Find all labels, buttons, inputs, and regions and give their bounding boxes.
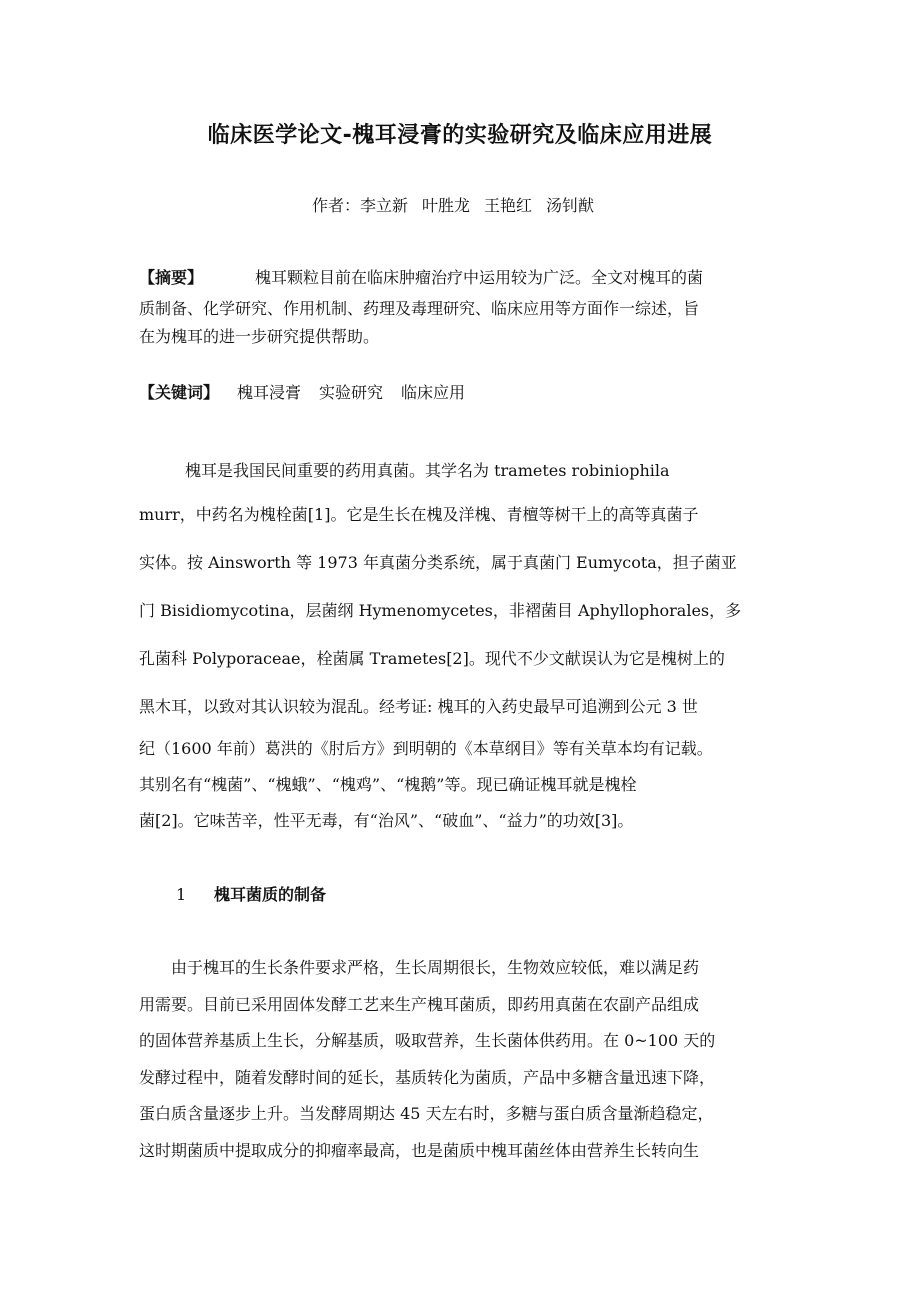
paragraph-line: 纪（1600 年前）葛洪的《肘后方》到明朝的《本草纲目》等有关草本均有记载。	[139, 739, 713, 758]
keyword: 实验研究	[319, 383, 384, 402]
abstract-line: 质制备、化学研究、作用机制、药理及毒理研究、临床应用等方面作一综述，旨	[139, 299, 700, 318]
abstract-label: 【摘要】	[139, 268, 204, 287]
abstract	[139, 262, 783, 350]
paragraph-line: 的固体营养基质上生长，分解基质，吸取营养，生长菌体供药用。在 0~100 天的	[139, 1031, 716, 1050]
paragraph-line: 这时期菌质中提取成分的抑瘤率最高，也是菌质中槐耳菌丝体由营养生长转向生	[139, 1140, 700, 1160]
keywords-label: 【关键词】	[139, 383, 220, 402]
abstract-line: 在为槐耳的进一步研究提供帮助。	[139, 327, 380, 346]
section-1-paragraph	[139, 950, 783, 1169]
paragraph-line: 门 Bisidiomycotina，层菌纲 Hymenomycetes，非褶菌目 Aphyllophorales，多	[139, 601, 742, 620]
keywords	[139, 380, 783, 403]
abstract-line: 【摘要】 槐耳颗粒目前在临床肿瘤治疗中运用较为广泛。全文对槐耳的菌	[139, 268, 704, 287]
paragraph-line: 蛋白质含量逐步上升。当发酵周期达 45 天左右时，多糖与蛋白质含量渐趋稳定，	[139, 1104, 714, 1123]
author-name: 汤钊猷	[546, 196, 595, 215]
paragraph-line: 发酵过程中，随着发酵时间的延长，基质转化为菌质，产品中多糖含量迅速下降，	[139, 1067, 716, 1087]
paragraph-line: 由于槐耳的生长条件要求严格，生长周期很长，生物效应较低，难以满足药	[171, 958, 700, 977]
paragraph-line: 黑木耳，以致对其认识较为混乱。经考证: 槐耳的入药史最早可追溯到公元 3 世	[139, 697, 698, 716]
section-heading	[176, 882, 820, 905]
author-name: 王艳红	[484, 196, 533, 215]
paragraph-line: 菌[2]。它味苦辛，性平无毒，有“治风”、“破血”、“益力”的功效[3]。	[139, 811, 634, 830]
document-title: 临床医学论文-槐耳浸膏的实验研究及临床应用进展	[207, 123, 713, 148]
author-name: 叶胜龙	[421, 196, 470, 215]
paragraph-line: 槐耳是我国民间重要的药用真菌。其学名为 trametes robiniophila	[185, 461, 670, 480]
paragraph-line: 用需要。目前已采用固体发酵工艺来生产槐耳菌质，即药用真菌在农副产品组成	[139, 994, 700, 1014]
intro-paragraph	[139, 450, 783, 839]
keyword: 槐耳浸膏	[237, 383, 302, 402]
paragraph-line: 其别名有“槐菌”、“槐蛾”、“槐鸡”、“槐鹅”等。现已确证槐耳就是槐栓	[139, 775, 637, 794]
paragraph-line: murr，中药名为槐栓菌[1]。它是生长在槐及洋槐、青檀等树干上的高等真菌子	[139, 505, 699, 524]
author-name: 李立新	[359, 196, 408, 215]
keyword: 临床应用	[401, 383, 466, 402]
paragraph-line: 孔菌科 Polyporaceae，栓菌属 Trametes[2]。现代不少文献误认为它是槐树上的	[139, 649, 725, 668]
section-number: 1	[176, 885, 187, 904]
authors-label: 作者：	[311, 196, 360, 215]
paragraph-line: 实体。按 Ainsworth 等 1973 年真菌分类系统，属于真菌门 Eumycota，担子菌亚	[139, 553, 737, 572]
section-title: 槐耳菌质的制备	[214, 885, 327, 904]
author-line	[0, 193, 920, 216]
